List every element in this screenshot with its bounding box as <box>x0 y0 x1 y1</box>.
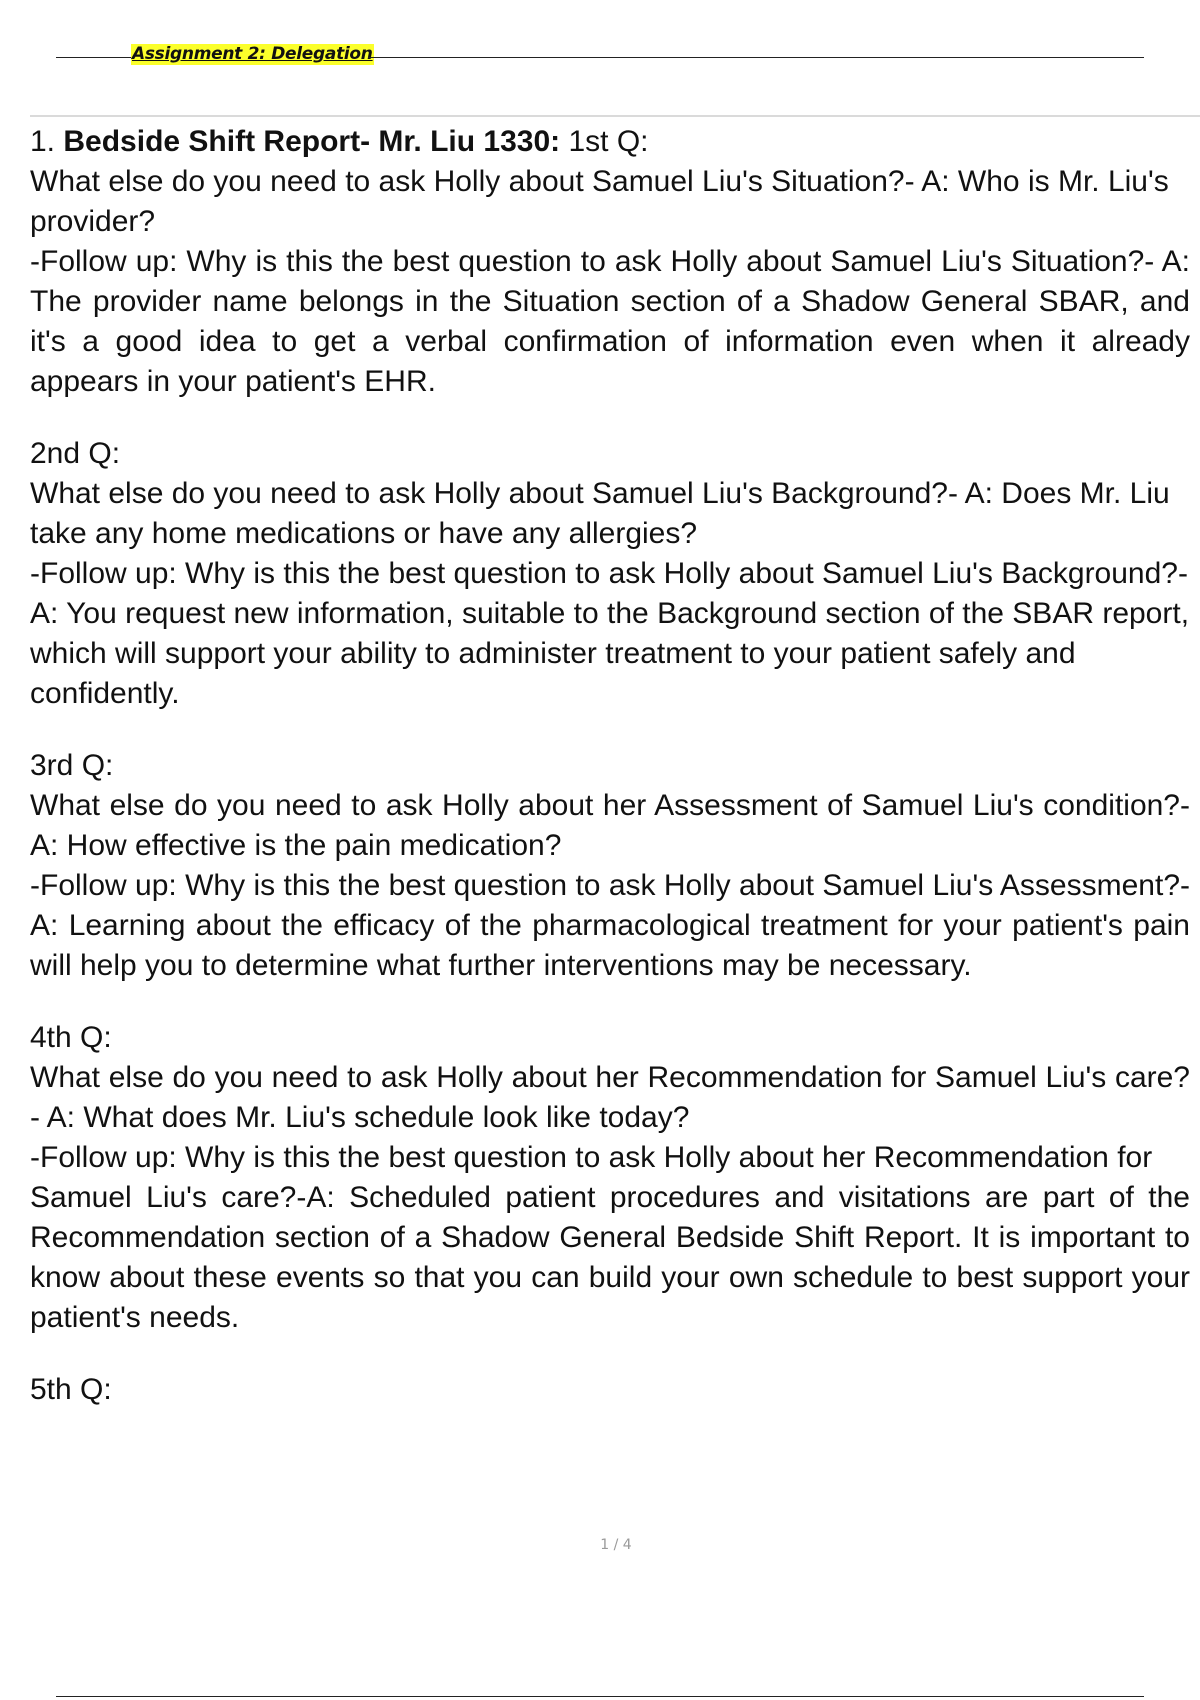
question-label-1: 1st Q: <box>568 125 649 158</box>
question-2-follow-up: -Follow up: Why is this the best question to ask Holly about Samuel Liu's Background?- A: You request new information, suitable to the Background section of the SBAR report, which will support your ability to administer treatment to your patient safely and confidently. <box>30 557 1190 710</box>
question-label-4: 4th Q: <box>30 1021 112 1054</box>
document-body <box>30 122 1190 1410</box>
question-3-text: What else do you need to ask Holly about her Assessment of Samuel Liu's condition?- A: How effective is the pain medication? <box>30 789 1190 862</box>
footer-rule <box>56 1696 1144 1697</box>
section-divider <box>30 115 1200 117</box>
section-number: 1. <box>30 125 56 158</box>
question-2-text: What else do you need to ask Holly about Samuel Liu's Background?- A: Does Mr. Liu take any home medications or have any allergies? <box>30 477 1170 550</box>
question-label-2: 2nd Q: <box>30 437 121 470</box>
question-3-follow-up: -Follow up: Why is this the best question to ask Holly about Samuel Liu's Assessment?- A: Learning about the efficacy of the pharmacological treatment for your patient's pain will help you to determine what further interventions may be necessary. <box>30 869 1190 982</box>
page-number: 1 / 4 <box>600 1537 632 1553</box>
header-rule-right <box>368 57 1144 58</box>
question-label-3: 3rd Q: <box>30 749 114 782</box>
question-4-follow-up-continued: Samuel Liu's care?-A: Scheduled patient procedures and visitations are part of the Recommendation section of a Shadow General Bedside Shift Report. It is important to know about these events so that you can build your own schedule to best support your patient's needs. <box>30 1181 1190 1334</box>
question-1-text: What else do you need to ask Holly about Samuel Liu's Situation?- A: Who is Mr. Liu's provider? <box>30 165 1169 238</box>
question-4-text: What else do you need to ask Holly about her Recommendation for Samuel Liu's care?- A: What does Mr. Liu's schedule look like today? <box>30 1061 1190 1134</box>
section-heading <box>30 122 1190 162</box>
question-1-follow-up: -Follow up: Why is this the best question to ask Holly about Samuel Liu's Situation?- A: The provider name belongs in the Situation section of a Shadow General SBAR, and it's a good idea to get a verbal confirmation of information even when it already appears in your patient's EHR. <box>30 245 1190 398</box>
question-label-5: 5th Q: <box>30 1373 112 1406</box>
section-title: Bedside Shift Report- Mr. Liu 1330: <box>63 125 561 158</box>
question-4-follow-up: -Follow up: Why is this the best question to ask Holly about her Recommendation for <box>30 1141 1153 1174</box>
header-rule-left <box>56 57 132 58</box>
document-header-title: Assignment 2: Delegation <box>132 44 373 64</box>
